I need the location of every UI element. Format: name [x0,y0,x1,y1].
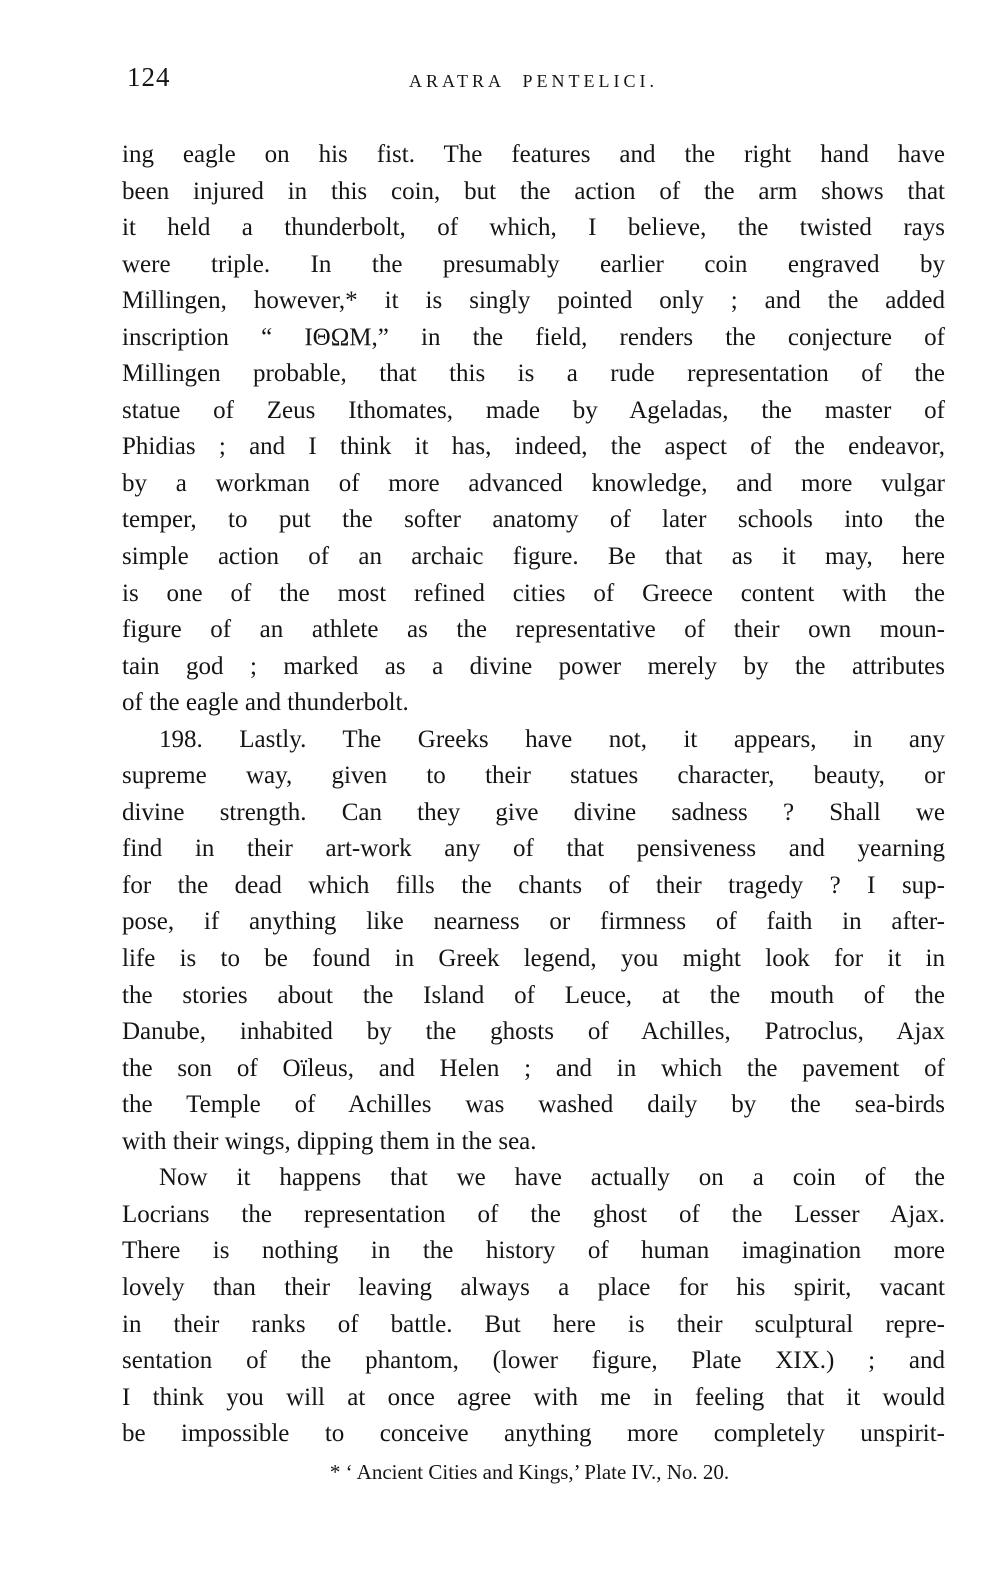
text-line: Phidias ; and I think it has, indeed, the aspect of the endeavor, [122,433,945,461]
text-line: I think you will at once agree with me in feeling that it would [122,1383,945,1411]
text-line: is one of the most refined cities of Greece content with the [122,579,945,607]
text-line: been injured in this coin, but the action of the arm shows that [122,177,945,205]
text-line: figure of an athlete as the representative of their own moun- [122,616,945,644]
text-line: by a workman of more advanced knowledge, and more vulgar [122,469,945,497]
text-line: the son of Oïleus, and Helen ; and in which the pavement of [122,1054,945,1082]
text-line: in their ranks of battle. But here is their sculptural repre- [122,1310,945,1338]
text-line: find in their art-work any of that pensiveness and yearning [122,835,945,863]
text-line: the stories about the Island of Leuce, at the mouth of the [122,981,945,1009]
text-line: Locrians the representation of the ghost of the Lesser Ajax. [122,1200,945,1228]
text-line: tain god ; marked as a divine power merely by the attributes [122,652,945,680]
text-line: pose, if anything like nearness or firmness of faith in after- [122,908,945,936]
text-line: be impossible to conceive anything more completely unspirit- [122,1420,945,1448]
text-line: were triple. In the presumably earlier coin engraved by [122,250,945,278]
page-body [122,137,945,1453]
text-line: the Temple of Achilles was washed daily by the sea-birds [122,1091,945,1119]
text-line: of the eagle and thunderbolt. [122,689,409,717]
text-line: sentation of the phantom, (lower figure, Plate XIX.) ; and [122,1347,945,1375]
text-line: it held a thunderbolt, of which, I believe, the twisted rays [122,214,945,242]
text-line: life is to be found in Greek legend, you might look for it in [122,945,945,973]
paragraph-2 [122,722,945,1161]
paragraph-1 [122,137,945,722]
text-line: simple action of an archaic figure. Be that as it may, here [122,543,945,571]
text-line: Now it happens that we have actually on a coin of the [159,1164,945,1192]
text-line: There is nothing in the history of human imagination more [122,1237,945,1265]
text-line: for the dead which fills the chants of their tragedy ? I sup- [122,871,945,899]
text-line: 198. Lastly. The Greeks have not, it appears, in any [159,725,945,753]
text-line: temper, to put the softer anatomy of later schools into the [122,506,945,534]
text-line: divine strength. Can they give divine sadness ? Shall we [122,798,945,826]
text-line: inscription “ ΙΘΩΜ,” in the field, renders the conjecture of [122,323,945,351]
text-line: with their wings, dipping them in the sea. [122,1127,537,1155]
text-line: Danube, inhabited by the ghosts of Achilles, Patroclus, Ajax [122,1018,945,1046]
text-line: Millingen probable, that this is a rude representation of the [122,360,945,388]
running-title: ARATRA PENTELICI. [409,71,658,91]
footnote: * ‘ Ancient Cities and Kings,’ Plate IV., No. 20. [329,1460,730,1484]
text-line: Millingen, however,* it is singly pointed only ; and the added [122,287,945,315]
text-line: lovely than their leaving always a place for his spirit, vacant [122,1273,945,1301]
text-line: supreme way, given to their statues character, beauty, or [122,762,945,790]
text-line: statue of Zeus Ithomates, made by Ageladas, the master of [122,396,945,424]
paragraph-3 [122,1160,945,1452]
page-number: 124 [127,62,171,92]
text-line: ing eagle on his fist. The features and the right hand have [122,141,945,168]
